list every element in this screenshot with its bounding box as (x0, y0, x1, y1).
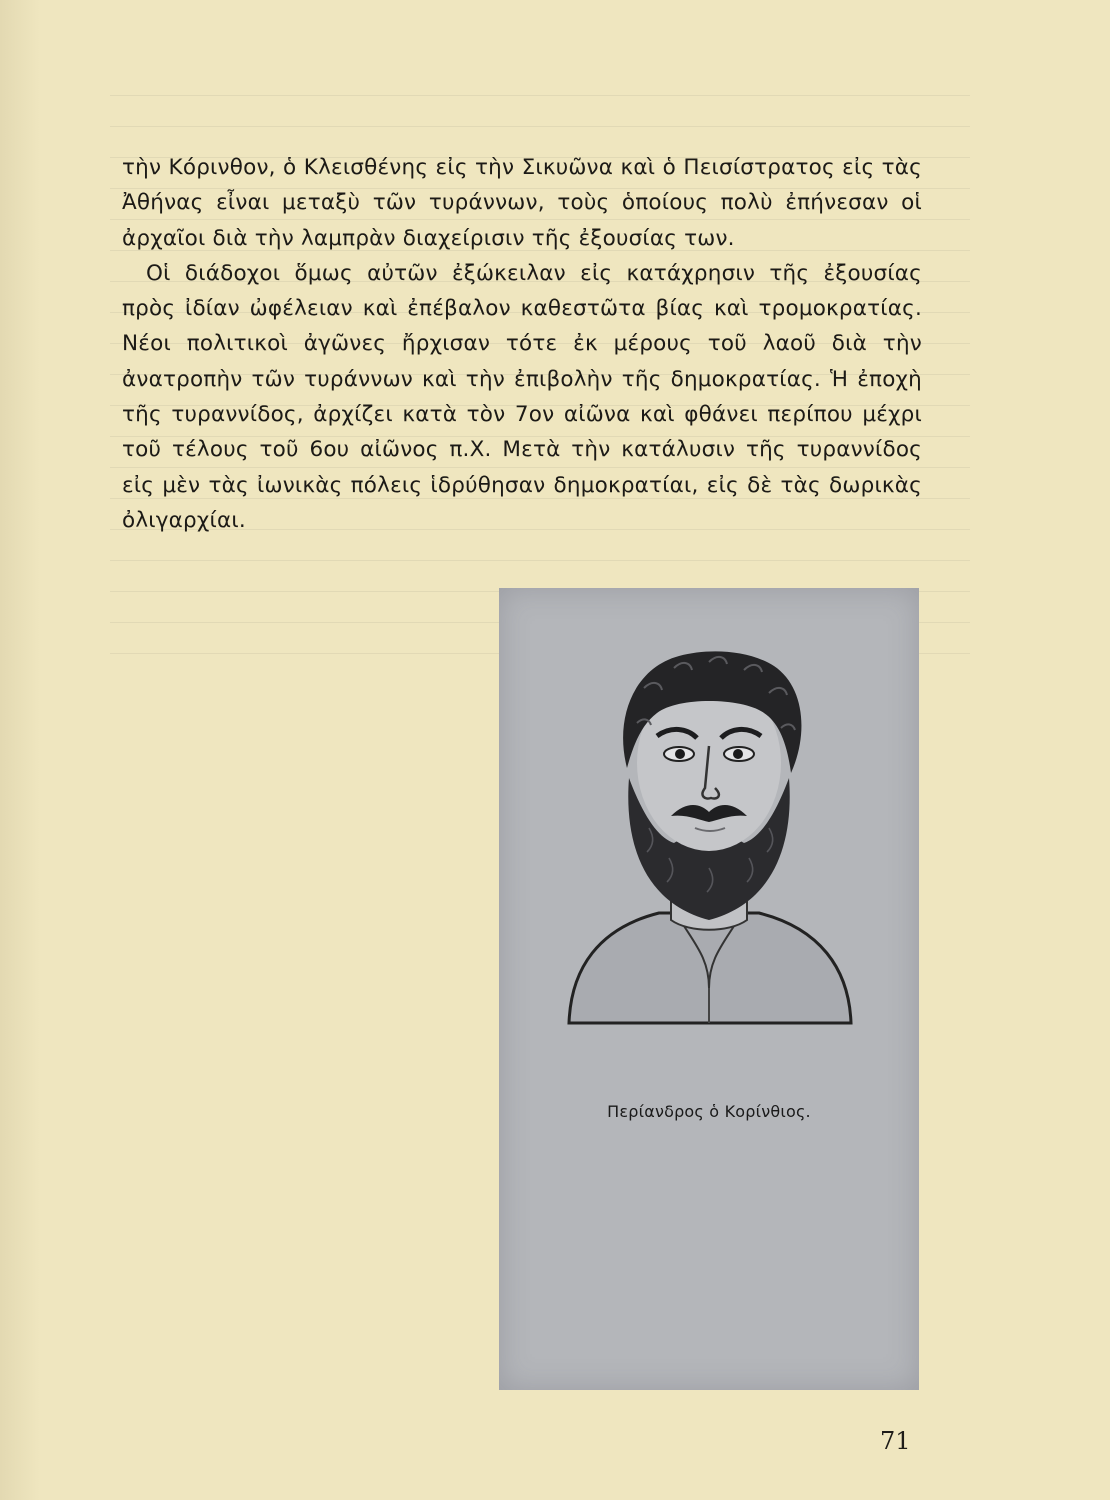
figure-caption: Περίανδρος ὁ Κορίνθιος. (607, 1102, 811, 1121)
paragraph-1: τὴν Κόρινθον, ὁ Κλεισθένης εἰς τὴν Σικυῶνα καὶ ὁ Πεισίστρατος εἰς τὰς Ἀθήνας εἶναι μεταξὺ τῶν τυράννων, τοὺς ὁποίους πολὺ ἐπήνεσαν οἱ ἀρχαῖοι διὰ τὴν λαμπρὰν διαχείρισιν τῆς ἐξουσίας των. (122, 155, 922, 251)
body-text (122, 150, 922, 538)
paragraph-2: Οἱ διάδοχοι ὅμως αὐτῶν ἐξώκειλαν εἰς κατάχρησιν τῆς ἐξουσίας πρὸς ἰδίαν ὠφέλειαν καὶ ἐπέβαλον καθεστῶτα βίας καὶ τρομοκρατίας. Νέοι πολιτικοὶ ἀγῶνες ἤρχισαν τότε ἐκ μέρους τοῦ λαοῦ διὰ τὴν ἀνατροπὴν τῶν τυράννων καὶ τὴν ἐπιβολὴν τῆς δημοκρατίας. Ἡ ἐποχὴ τῆς τυραννίδος, ἀρχίζει κατὰ τὸν 7ον αἰῶνα καὶ φθάνει περίπου μέχρι τοῦ τέλους τοῦ 6ου αἰῶνος π.Χ. Μετὰ τὴν κατάλυσιν τῆς τυραννίδος εἰς μὲν τὰς ἰωνικὰς πόλεις ἱδρύθησαν δημοκρατίαι, εἰς δὲ τὰς δωρικὰς ὀλιγαρχίαι. (122, 260, 922, 533)
portrait-figure (499, 588, 919, 1390)
page-number: 71 (880, 1427, 911, 1455)
periander-portrait (559, 628, 859, 1058)
